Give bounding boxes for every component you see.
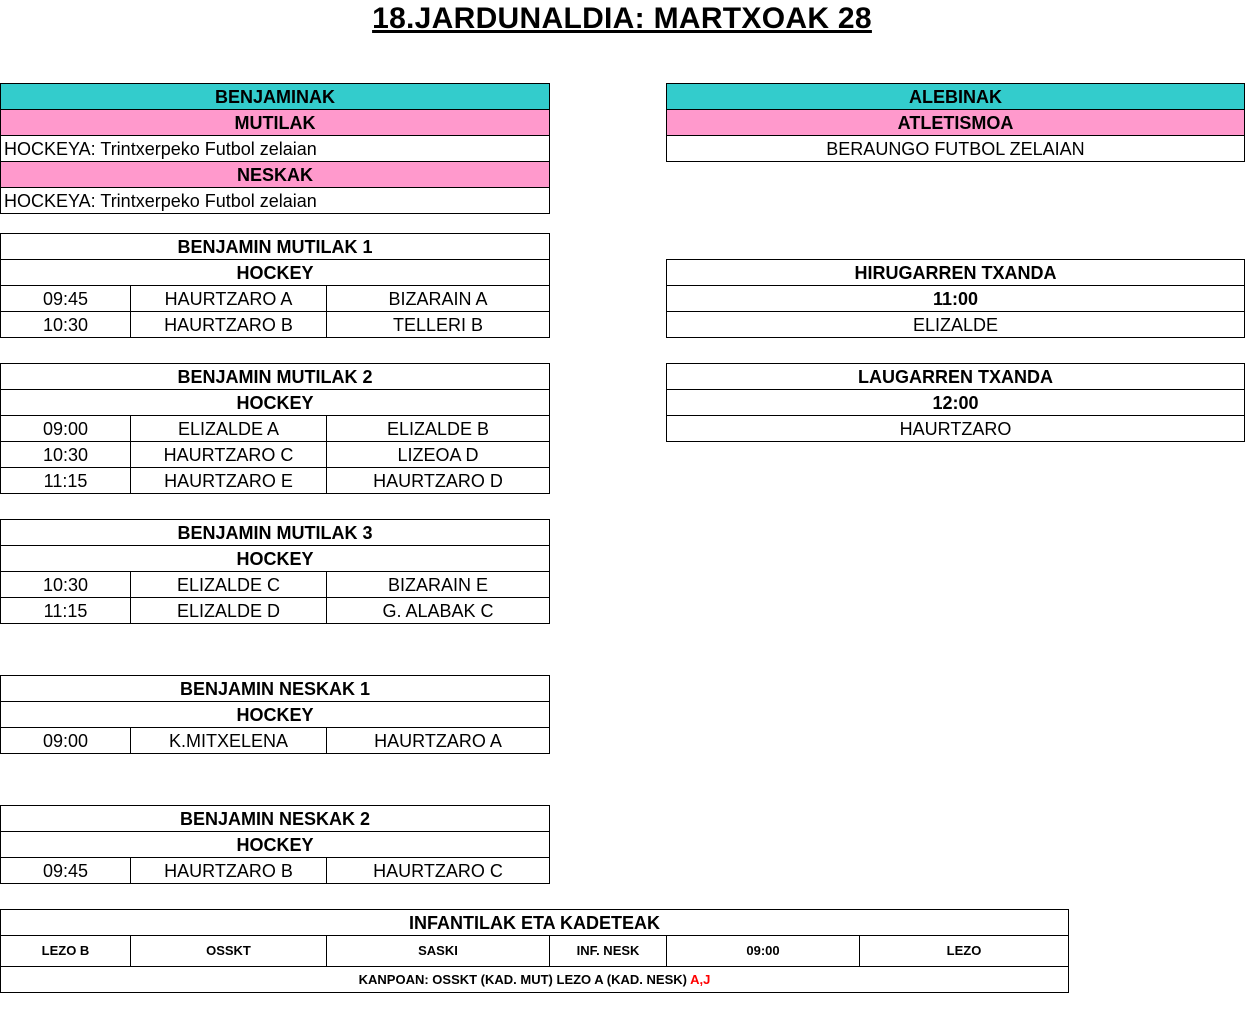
- group-table: [0, 805, 550, 884]
- match-away: HAURTZARO C: [327, 858, 550, 884]
- match-home: HAURTZARO B: [131, 858, 327, 884]
- kanpoan-note: KANPOAN: OSSKT (KAD. MUT) LEZO A (KAD. NESK): [358, 971, 687, 987]
- group-title: BENJAMIN NESKAK 1: [1, 676, 550, 702]
- group-table: [0, 233, 550, 338]
- match-home: HAURTZARO E: [131, 468, 327, 494]
- alebinak-info-table: [666, 83, 1245, 162]
- infantilak-note-row: [1, 967, 1069, 993]
- group-title: BENJAMIN NESKAK 2: [1, 806, 550, 832]
- group-sport: HOCKEY: [1, 260, 550, 286]
- txanda-title: HIRUGARREN TXANDA: [667, 260, 1245, 286]
- group-sport: HOCKEY: [1, 702, 550, 728]
- match-away: G. ALABAK C: [327, 598, 550, 624]
- group-table: [0, 519, 550, 624]
- match-row: [1, 468, 550, 494]
- group-table: [0, 675, 550, 754]
- mutilak-location: HOCKEYA: Trintxerpeko Futbol zelaian: [1, 136, 550, 162]
- group-sport: HOCKEY: [1, 546, 550, 572]
- infantilak-cell: LEZO B: [1, 936, 131, 967]
- group-table: [0, 363, 550, 494]
- txanda-team: ELIZALDE: [667, 312, 1245, 338]
- txanda-time: 11:00: [667, 286, 1245, 312]
- match-time: 09:00: [1, 416, 131, 442]
- match-row: [1, 442, 550, 468]
- alebinak-header: ALEBINAK: [667, 84, 1245, 110]
- match-time: 11:15: [1, 468, 131, 494]
- benjaminak-info-table: [0, 83, 550, 214]
- match-away: TELLERI B: [327, 312, 550, 338]
- txanda-title: LAUGARREN TXANDA: [667, 364, 1245, 390]
- neskak-label: NESKAK: [1, 162, 550, 188]
- mutilak-label: MUTILAK: [1, 110, 550, 136]
- match-time: 09:45: [1, 858, 131, 884]
- match-row: [1, 416, 550, 442]
- match-away: BIZARAIN A: [327, 286, 550, 312]
- match-away: HAURTZARO A: [327, 728, 550, 754]
- txanda-table: [666, 363, 1245, 442]
- match-away: LIZEOA D: [327, 442, 550, 468]
- match-row: [1, 858, 550, 884]
- group-title: BENJAMIN MUTILAK 1: [1, 234, 550, 260]
- match-time: 10:30: [1, 442, 131, 468]
- infantilak-title: INFANTILAK ETA KADETEAK: [1, 910, 1069, 936]
- match-time: 09:45: [1, 286, 131, 312]
- infantilak-cell: SASKI: [327, 936, 550, 967]
- match-home: HAURTZARO A: [131, 286, 327, 312]
- infantilak-row: [1, 936, 1069, 967]
- match-home: HAURTZARO C: [131, 442, 327, 468]
- match-row: [1, 286, 550, 312]
- neskak-location: HOCKEYA: Trintxerpeko Futbol zelaian: [1, 188, 550, 214]
- match-away: ELIZALDE B: [327, 416, 550, 442]
- match-time: 11:15: [1, 598, 131, 624]
- match-row: [1, 572, 550, 598]
- alebinak-location: BERAUNGO FUTBOL ZELAIAN: [667, 136, 1245, 162]
- group-title: BENJAMIN MUTILAK 2: [1, 364, 550, 390]
- infantilak-table: [0, 909, 1069, 993]
- match-row: [1, 312, 550, 338]
- benjaminak-header: BENJAMINAK: [1, 84, 550, 110]
- match-home: ELIZALDE A: [131, 416, 327, 442]
- txanda-team: HAURTZARO: [667, 416, 1245, 442]
- match-row: [1, 728, 550, 754]
- kanpoan-note-red: A,J: [690, 971, 711, 987]
- group-title: BENJAMIN MUTILAK 3: [1, 520, 550, 546]
- infantilak-cell: LEZO: [860, 936, 1069, 967]
- infantilak-cell: OSSKT: [131, 936, 327, 967]
- group-sport: HOCKEY: [1, 832, 550, 858]
- match-home: K.MITXELENA: [131, 728, 327, 754]
- match-home: ELIZALDE C: [131, 572, 327, 598]
- atletismoa-label: ATLETISMOA: [667, 110, 1245, 136]
- match-row: [1, 598, 550, 624]
- page-title: 18.JARDUNALDIA: MARTXOAK 28: [372, 2, 872, 35]
- match-time: 09:00: [1, 728, 131, 754]
- txanda-table: [666, 259, 1245, 338]
- match-time: 10:30: [1, 312, 131, 338]
- txanda-time: 12:00: [667, 390, 1245, 416]
- infantilak-note-cell: [1, 967, 1069, 993]
- infantilak-cell: INF. NESK: [550, 936, 667, 967]
- match-time: 10:30: [1, 572, 131, 598]
- match-away: BIZARAIN E: [327, 572, 550, 598]
- match-home: HAURTZARO B: [131, 312, 327, 338]
- group-sport: HOCKEY: [1, 390, 550, 416]
- match-home: ELIZALDE D: [131, 598, 327, 624]
- match-away: HAURTZARO D: [327, 468, 550, 494]
- infantilak-cell: 09:00: [667, 936, 860, 967]
